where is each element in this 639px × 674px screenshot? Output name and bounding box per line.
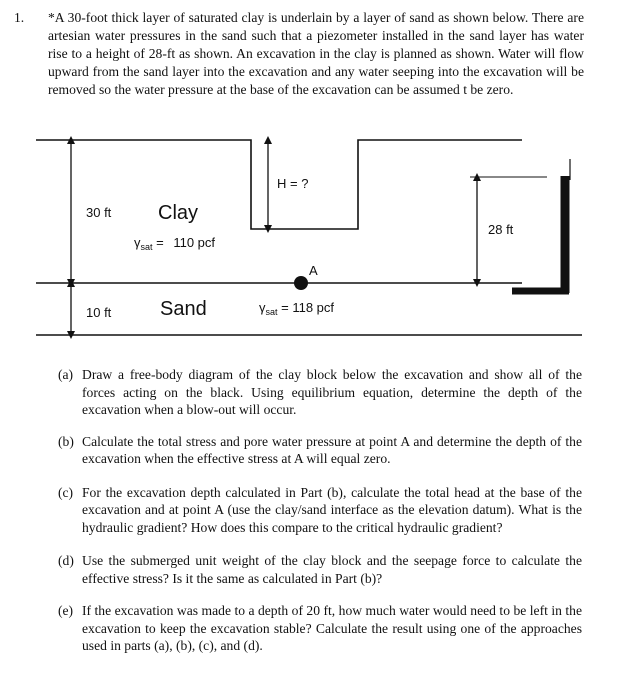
sand-gamma-equals: =: [277, 300, 293, 315]
part-a-text: Draw a free-body diagram of the clay block below the excavation and show all of the forces acting on the black. Using equilibrium equation, determine the depth of the excavation when a blow-out will occur.: [82, 367, 582, 417]
sand-layer-label: Sand: [160, 298, 207, 320]
gamma-subscript: sat: [265, 307, 278, 317]
question-parts: [58, 366, 582, 655]
point-a-label: A: [309, 263, 318, 278]
part-b: [58, 433, 582, 468]
part-c-label: (c): [58, 484, 74, 500]
gamma-subscript: sat: [140, 242, 153, 252]
excavation-depth-label: H = ?: [277, 176, 309, 191]
clay-gamma-equals: =: [152, 235, 168, 250]
gamma-symbol: γ: [134, 235, 141, 250]
sand-gamma-value: 118 pcf: [292, 300, 335, 315]
gamma-symbol: γ: [259, 300, 266, 315]
part-a-label: (a): [58, 367, 74, 382]
part-b-label: (b): [58, 433, 74, 449]
part-d-text: Use the submerged unit weight of the clay block and the seepage force to calculate the effective stress? Is it the same as calculated in Part (b)?: [82, 553, 582, 586]
problem-number: 1.: [14, 10, 25, 25]
clay-unit-weight: [134, 235, 215, 252]
part-e-label: (e): [58, 603, 74, 618]
part-e: [58, 602, 582, 655]
point-a-marker: [294, 276, 308, 290]
part-a: [58, 366, 582, 419]
problem-text: *A 30-foot thick layer of saturated clay is underlain by a layer of sand as shown below. There are artesian water pressures in the sand such that a piezometer installed in the sand layer has water rise to a height of 28-ft as shown. An excavation in the clay is planned as shown. Water will flow upward from the sand layer into the excavation and any water seeping into the excavation will be removed so the water pressure at the base of the excavation can be assumed t be zero.: [48, 10, 584, 97]
clay-layer-label: Clay: [158, 202, 199, 224]
clay-thickness-label: 30 ft: [86, 205, 112, 220]
part-e-text: If the excavation was made to a depth of 20 ft, how much water would need to be left in the excavation to keep the excavation stable? Calculate the result using one of the approaches used in parts (a), (b), (c), and (d).: [82, 603, 582, 653]
clay-gamma-value: 110 pcf: [173, 235, 216, 250]
piezometric-head-label: 28 ft: [488, 222, 514, 237]
part-b-text: Calculate the total stress and pore water pressure at point A and determine the depth of the excavation when the effective stress at A will equal zero.: [82, 433, 582, 466]
part-d: [58, 552, 582, 587]
part-d-label: (d): [58, 553, 74, 568]
sand-unit-weight: [259, 300, 334, 317]
part-c-text: For the excavation depth calculated in Part (b), calculate the total head at the base of the excavation and at point A (use the clay/sand interface as the elevation datum). What is the hydraulic gradient? How does this compare to the critical hydraulic gradient?: [82, 484, 582, 535]
sand-thickness-label: 10 ft: [86, 305, 112, 320]
part-c: [58, 484, 582, 537]
